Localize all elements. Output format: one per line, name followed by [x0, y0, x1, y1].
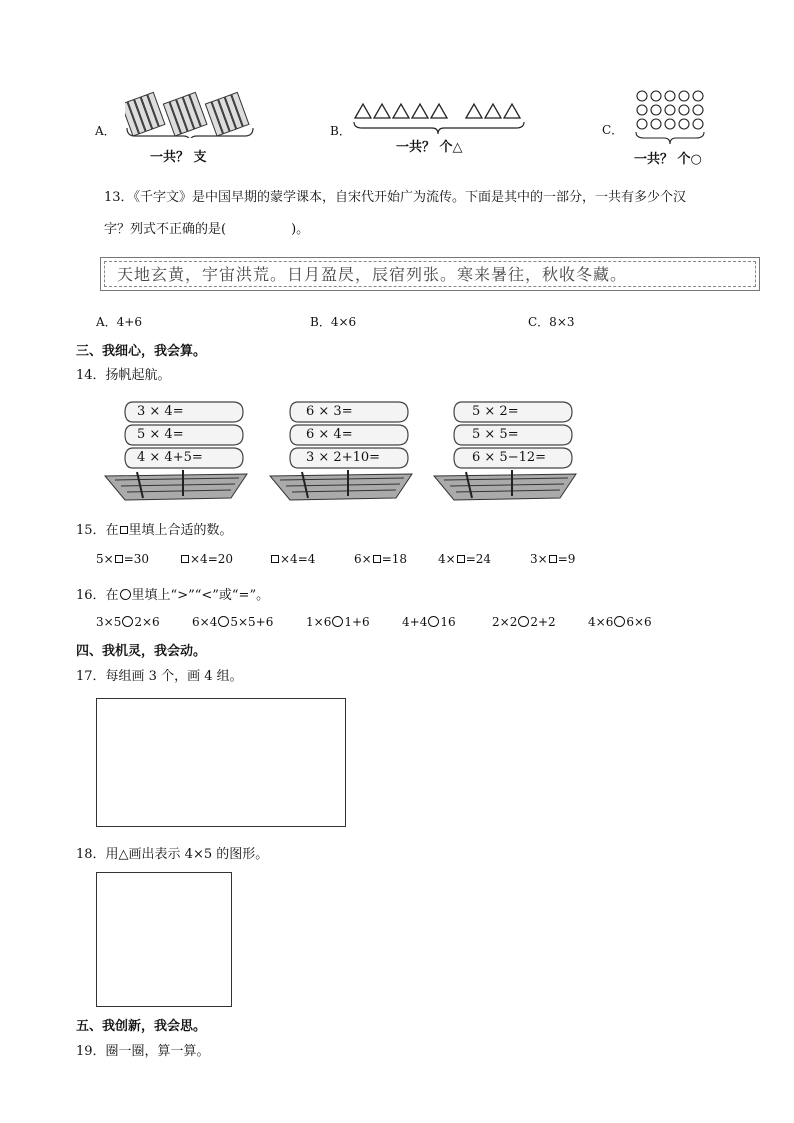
boat-equation: 5 × 4=: [137, 427, 184, 442]
q15-item: [96, 552, 149, 566]
q16-right: 5×5+6: [230, 615, 274, 629]
q15-item-pre: 6×: [354, 552, 372, 566]
q16-left: 1×6: [306, 615, 332, 629]
answer-box-icon[interactable]: [115, 555, 123, 563]
q13-option-c: C．8×3: [528, 315, 575, 329]
q15-item-post: ×4=20: [190, 552, 234, 566]
q19-title: 19．圈一圈，算一算。: [76, 1044, 210, 1059]
option-caption: 一共？ 支: [150, 150, 207, 165]
q16-item: [306, 615, 370, 629]
q15-item-post: =9: [557, 552, 576, 566]
triangles-icon: [352, 100, 532, 140]
poem-box: [100, 257, 760, 291]
answer-circle-icon[interactable]: [614, 616, 625, 627]
boat-equation: 3 × 2+10=: [306, 450, 381, 465]
answer-box-icon[interactable]: [373, 555, 381, 563]
q16-left: 4×6: [588, 615, 614, 629]
q15-title-tail: 里填上合适的数。: [128, 523, 233, 538]
q16-left: 3×5: [96, 615, 122, 629]
circles-grid-icon: [634, 88, 714, 148]
q16-left: 6×4: [192, 615, 218, 629]
q15-item: [270, 552, 315, 566]
q15-item-post: =18: [381, 552, 408, 566]
boat-equation: 6 × 4=: [306, 427, 353, 442]
q12-option-a: [95, 90, 265, 165]
box-icon: [120, 526, 128, 534]
q13-option-a: A．4+6: [96, 315, 142, 329]
q15-item-pre: 4×: [438, 552, 456, 566]
pencil-bundles-icon: [125, 90, 255, 138]
boat-equation: 6 × 5−12=: [472, 450, 547, 465]
option-caption: 一共？ 个○: [634, 152, 702, 167]
answer-circle-icon[interactable]: [518, 616, 529, 627]
q15-item: [530, 552, 575, 566]
q16-right: 6×6: [626, 615, 652, 629]
circle-icon: [120, 589, 131, 600]
option-letter: A．: [95, 124, 116, 138]
q16-right: 16: [440, 615, 456, 629]
option-letter: C．: [602, 123, 624, 137]
q16-item: [402, 615, 456, 629]
boat-equation: 4 × 4+5=: [137, 450, 203, 465]
answer-circle-icon[interactable]: [332, 616, 343, 627]
q12-option-c: [602, 88, 732, 166]
boat-equation: 5 × 5=: [472, 427, 519, 442]
q15-item-pre: 5×: [96, 552, 114, 566]
q16-left: 2×2: [492, 615, 518, 629]
q16-item: [192, 615, 273, 629]
q15-item-pre: 3×: [530, 552, 548, 566]
section-5-title: 五、我创新，我会思。: [76, 1019, 207, 1034]
q15-item: [180, 552, 233, 566]
q15-item-post: ×4=4: [280, 552, 316, 566]
q15-item-post: =24: [465, 552, 492, 566]
boat-1: [103, 400, 249, 504]
q16-title: [76, 584, 269, 603]
q16-title-tail: 里填上“>”“<”或“=”。: [131, 588, 270, 603]
q16-title-head: 16．在: [76, 588, 119, 603]
q15-item: [354, 552, 407, 566]
boat-equation: 6 × 3=: [306, 404, 353, 419]
boat-2: [268, 400, 414, 504]
q16-right: 2+2: [530, 615, 556, 629]
section-4-title: 四、我机灵，我会动。: [76, 644, 207, 659]
q16-right: 2×6: [134, 615, 160, 629]
q16-right: 1+6: [344, 615, 370, 629]
q17-title: 17．每组画 3 个，画 4 组。: [76, 669, 243, 684]
q16-item: [588, 615, 652, 629]
q18-title: 18．用△画出表示 4×5 的图形。: [76, 847, 269, 862]
q18-drawing-area[interactable]: [96, 872, 232, 1007]
boat-equation: 3 × 4=: [137, 404, 184, 419]
q15-item-post: =30: [123, 552, 150, 566]
q16-item: [492, 615, 556, 629]
answer-box-icon[interactable]: [181, 555, 189, 563]
boat-3: [432, 400, 578, 504]
answer-box-icon[interactable]: [457, 555, 465, 563]
section-3-title: 三、我细心，我会算。: [76, 344, 207, 359]
q17-drawing-area[interactable]: [96, 698, 346, 827]
answer-circle-icon[interactable]: [428, 616, 439, 627]
option-caption: 一共？ 个△: [396, 140, 463, 155]
q15-item: [438, 552, 491, 566]
q13-text-line1: 13．《千字文》是中国早期的蒙学课本，自宋代开始广为流传。下面是其中的一部分，一共有多少个汉: [104, 190, 687, 205]
q15-title: [76, 519, 233, 538]
q15-title-head: 15．在: [76, 523, 119, 538]
answer-circle-icon[interactable]: [218, 616, 229, 627]
q16-left: 4+4: [402, 615, 428, 629]
option-letter: B．: [330, 124, 351, 138]
q13-option-b: B．4×6: [310, 315, 357, 329]
q13-text-line2: 字？列式不正确的是( )。: [104, 222, 310, 237]
q14-title: 14．扬帆起航。: [76, 368, 171, 383]
answer-box-icon[interactable]: [271, 555, 279, 563]
q16-item: [96, 615, 160, 629]
answer-circle-icon[interactable]: [122, 616, 133, 627]
answer-box-icon[interactable]: [549, 555, 557, 563]
poem-text: 天地玄黄，宇宙洪荒。日月盈昃，辰宿列张。寒来暑往，秋收冬藏。: [104, 261, 756, 287]
boat-equation: 5 × 2=: [472, 404, 519, 419]
q12-option-b: [330, 100, 540, 160]
